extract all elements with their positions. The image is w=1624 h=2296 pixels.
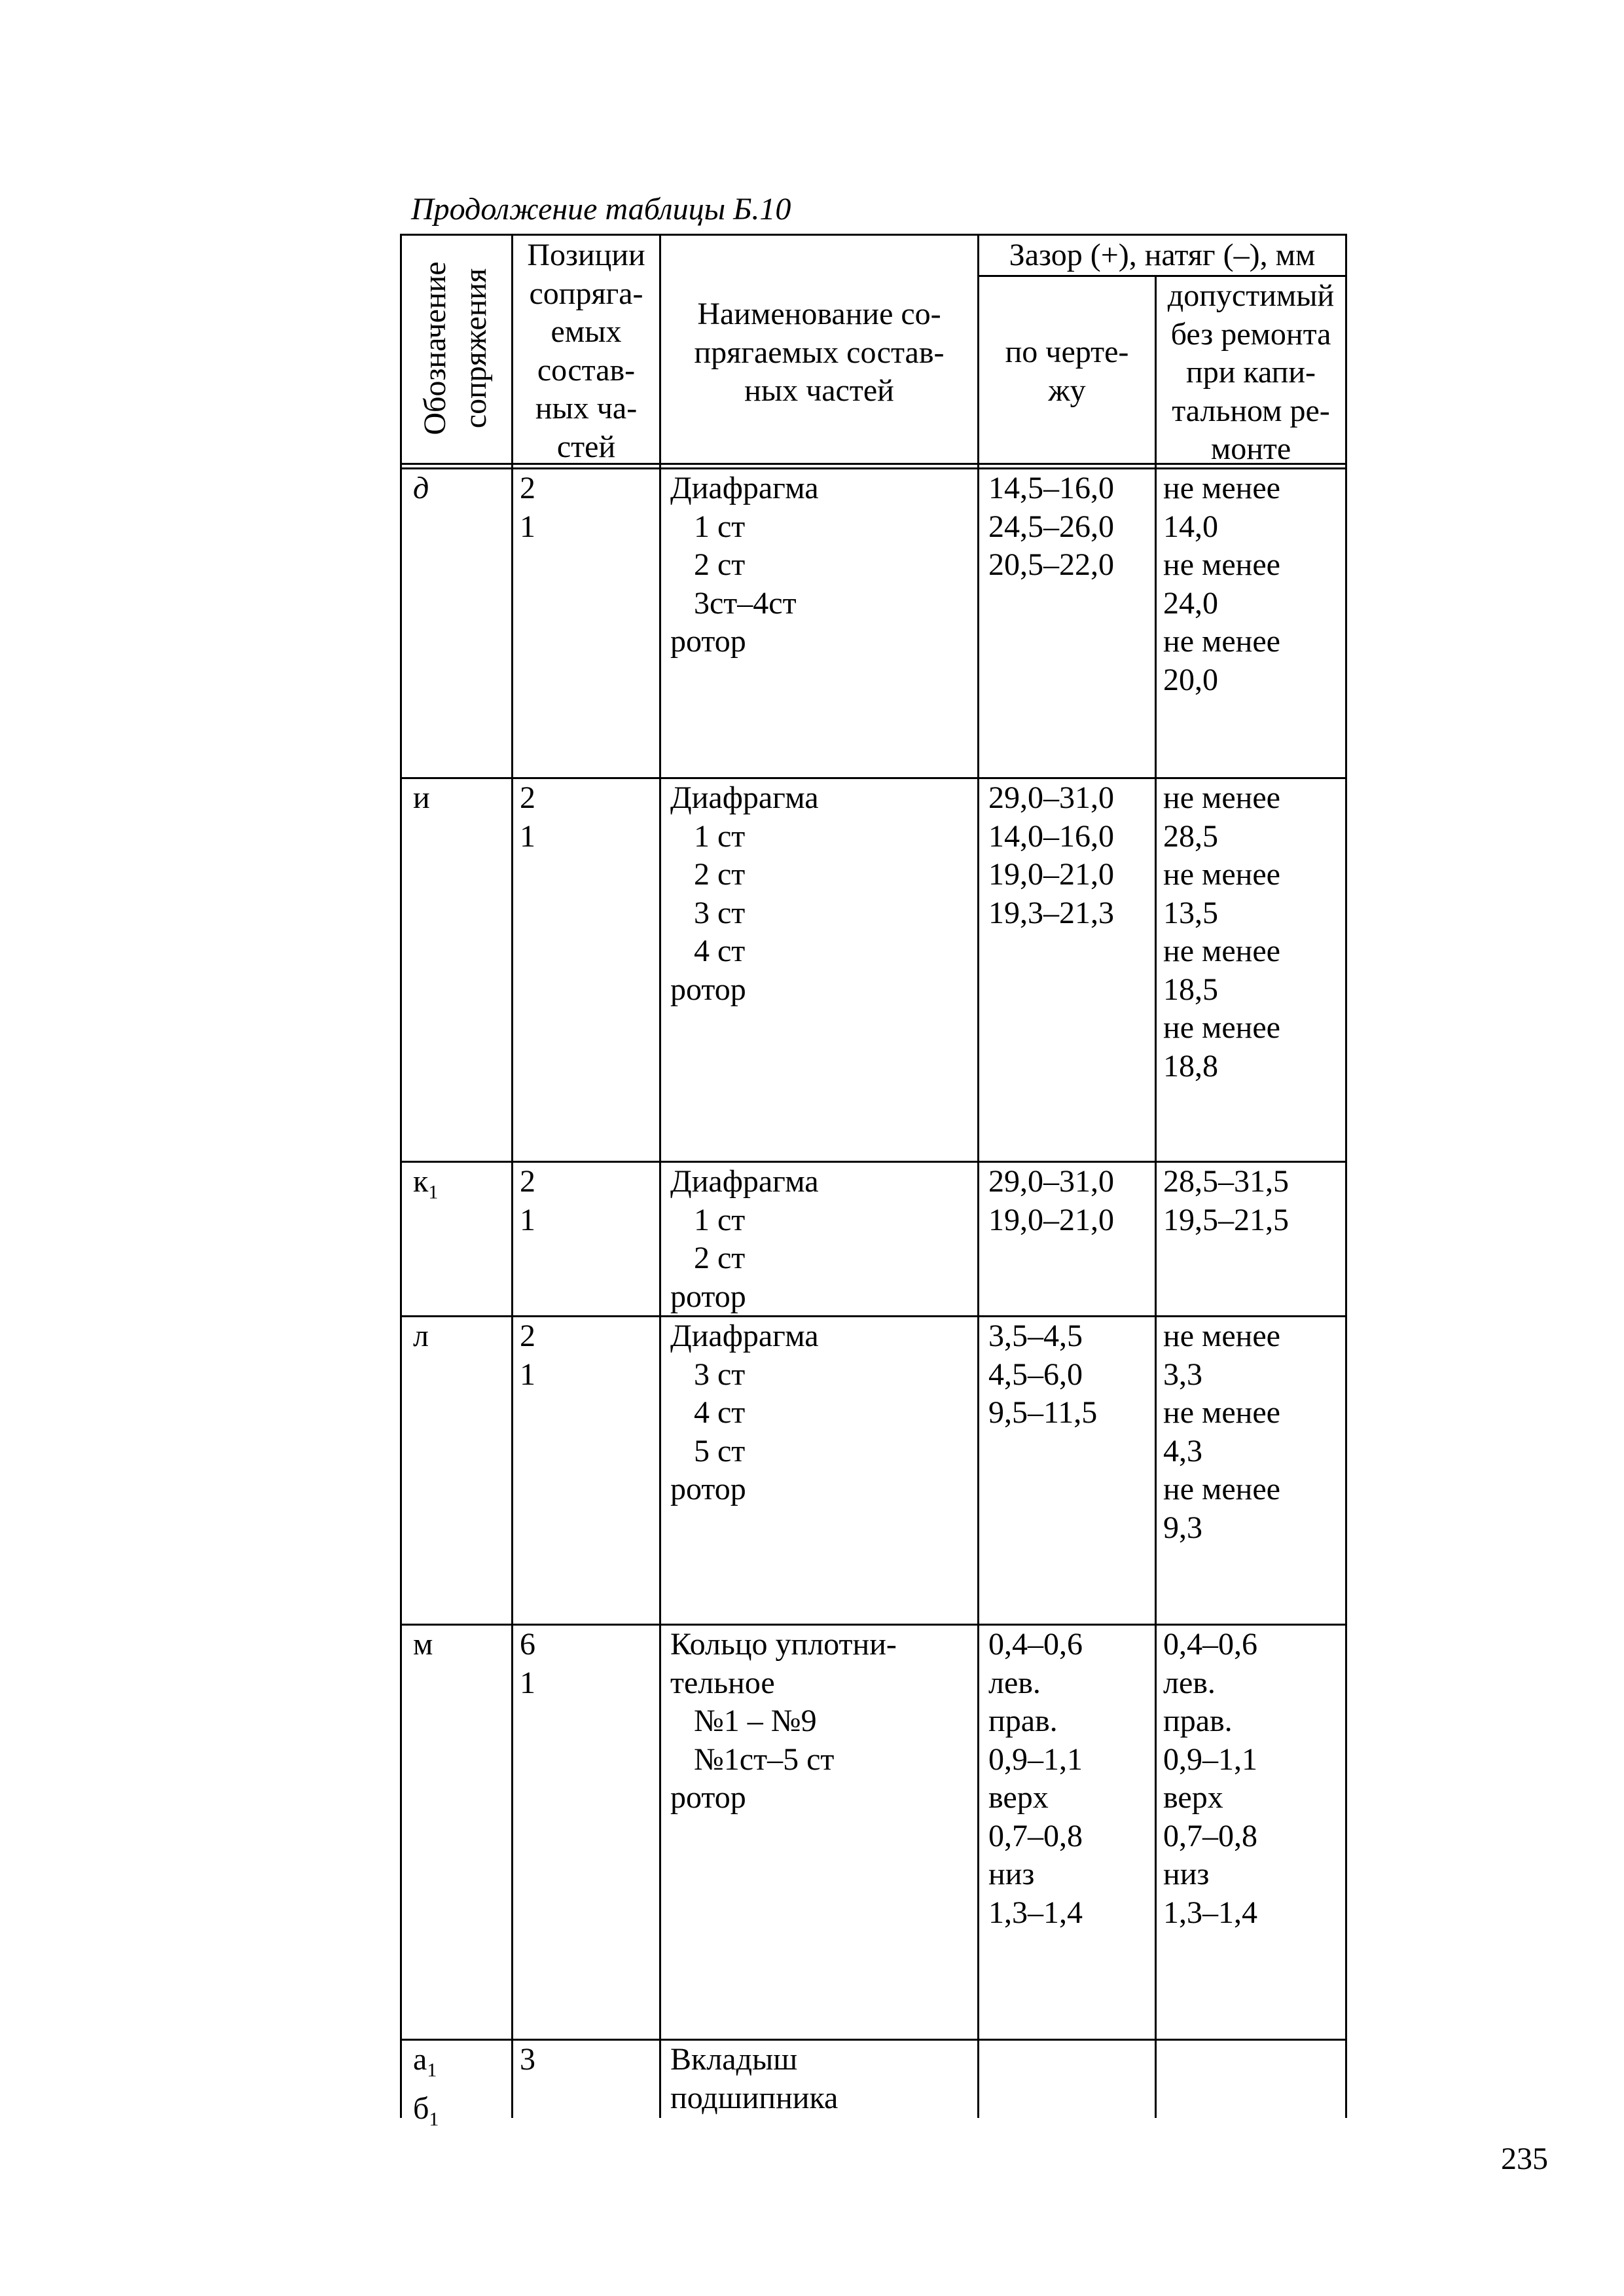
cell-line: 20,0 [1163,662,1218,697]
cell-line: 3,3 [1163,1357,1202,1392]
cell-line: 1 [520,818,535,854]
allowed-clearance-cell [1163,1626,1257,1932]
cell-line: 19,0–21,0 [988,857,1114,892]
mating-code-subscript: 1 [428,1181,439,1203]
cell-line: 18,5 [1163,972,1218,1007]
cell-line: 3 [520,2042,535,2077]
header-positions-line: сопряга- [529,276,643,311]
header-positions-line: состав- [537,352,636,388]
cell-line: прав. [1163,1704,1233,1738]
cell-line: не менее [1163,1319,1280,1353]
cell-line: 29,0–31,0 [988,1164,1114,1199]
mating-code-base: б [413,2091,429,2126]
cell-line: 24,0 [1163,585,1218,621]
mating-code-subscript: 1 [429,2108,439,2130]
allowed-clearance-cell [1163,779,1280,1085]
part-name-cell [670,1317,819,1509]
header-by-drawing-line: по черте- [1005,335,1129,369]
header-by-drawing [979,333,1155,410]
header-allowed-line: тальном ре- [1172,393,1330,428]
cell-line: 4,5–6,0 [988,1357,1083,1392]
cell-line: 13,5 [1163,895,1218,930]
header-positions-line: ных ча- [535,391,638,426]
cell-line: 0,4–0,6 [1163,1627,1257,1662]
cell-line: 20,5–22,0 [988,547,1114,582]
mating-code-subscript: 1 [427,2059,437,2081]
cell-line: 1 ст [670,1202,746,1237]
table-caption: Продолжение таблицы Б.10 [411,192,791,227]
column-divider [1155,275,1157,2118]
cell-line: не менее [1163,780,1280,815]
cell-line: 3 ст [670,895,746,930]
header-designation: Обозначение сопряжения [418,261,493,435]
cell-line: не менее [1163,857,1280,892]
mating-code: и [413,780,430,815]
cell-line: 2 [520,1164,535,1199]
cell-line: 9,3 [1163,1510,1202,1545]
cell-line: 5 ст [670,1433,746,1468]
drawing-clearance-cell [988,1626,1083,1932]
cell-line: Диафрагма [670,471,819,505]
cell-line: 29,0–31,0 [988,780,1114,815]
cell-line: 2 ст [670,857,746,892]
positions-cell [520,1626,535,1702]
part-name-cell [670,779,819,1009]
cell-line: 19,0–21,0 [988,1202,1114,1237]
positions-cell [520,469,535,546]
cell-line: ротор [670,1780,746,1815]
cell-line: 18,8 [1163,1048,1218,1084]
header-part-name-line: Наименование со- [697,297,941,331]
cell-line: 2 ст [670,547,746,582]
table-border-top [400,234,1347,236]
page-number: 235 [1501,2141,1548,2176]
cell-line: 28,5 [1163,818,1218,854]
mating-code: м [413,1627,433,1662]
drawing-clearance-cell [988,1317,1097,1432]
cell-line: 2 [520,471,535,505]
cell-line: не менее [1163,1010,1280,1045]
cell-line: Кольцо уплотни- [670,1627,897,1662]
mating-code-line [413,2090,439,2139]
cell-line: 1 [520,1357,535,1392]
column-divider [511,234,513,2118]
cell-line: прав. [988,1704,1058,1738]
mating-code-base: а [413,2042,427,2077]
cell-line: 1 [520,509,535,544]
positions-cell [520,779,535,856]
cell-line: №1 – №9 [670,1704,817,1738]
header-positions-line: емых [550,314,622,349]
header-allowed-line: при капи- [1186,355,1316,390]
drawing-clearance-cell [988,1163,1114,1239]
cell-line: ротор [670,624,746,659]
header-clearance: Зазор (+), натяг (–), мм [1009,238,1316,272]
drawing-clearance-cell [988,469,1114,585]
cell-line: Диафрагма [670,1319,819,1353]
header-by-drawing-line: жу [1048,373,1086,408]
mating-code [413,1163,438,1212]
mating-code: л [413,1319,429,1353]
cell-line: 4 ст [670,934,746,968]
cell-line: 28,5–31,5 [1163,1164,1289,1199]
cell-line: не менее [1163,471,1280,505]
cell-line: 6 [520,1627,535,1662]
part-name-cell [670,469,819,661]
cell-line: ротор [670,1472,746,1506]
data-table [400,234,1347,2130]
cell-line: 3ст–4ст [670,585,797,621]
cell-line: 14,0–16,0 [988,818,1114,854]
cell-line: 0,7–0,8 [1163,1818,1257,1853]
cell-line: низ [1163,1857,1210,1891]
cell-line: 0,9–1,1 [988,1741,1083,1777]
column-divider [659,234,661,2118]
cell-line: 1 [520,1665,535,1700]
part-name-cell [670,2041,838,2117]
cell-line: Диафрагма [670,780,819,815]
cell-line: не менее [1163,547,1280,582]
cell-line: не менее [1163,934,1280,968]
allowed-clearance-cell [1163,1317,1280,1547]
cell-line: 0,9–1,1 [1163,1741,1257,1777]
cell-line: 2 [520,1319,535,1353]
header-part-name-line: прягаемых состав- [694,335,945,370]
header-allowed-line: монте [1210,431,1291,466]
cell-line: Диафрагма [670,1164,819,1199]
cell-line: 4 ст [670,1395,746,1430]
cell-line: 1 ст [670,818,746,854]
cell-line: лев. [988,1665,1041,1700]
drawing-clearance-cell [988,779,1114,932]
cell-line: 14,5–16,0 [988,471,1114,505]
positions-cell [520,1317,535,1394]
mating-code [413,2041,439,2139]
cell-line: 19,5–21,5 [1163,1202,1289,1237]
cell-line: 1,3–1,4 [988,1895,1083,1930]
cell-line: 2 ст [670,1241,746,1275]
column-divider [977,234,979,2118]
cell-line: Вкладыш [670,2042,798,2077]
part-name-cell [670,1163,819,1316]
cell-line: 1,3–1,4 [1163,1895,1257,1930]
mating-code-line [413,2041,439,2090]
cell-line: 24,5–26,0 [988,509,1114,544]
cell-line: 1 ст [670,509,746,544]
header-allowed [1157,277,1345,469]
cell-line: подшипника [670,2080,839,2115]
header-designation-cell [400,234,511,463]
cell-line: 0,4–0,6 [988,1627,1083,1662]
cell-line: верх [988,1780,1049,1815]
part-name-cell [670,1626,897,1817]
header-allowed-line: без ремонта [1170,316,1331,352]
cell-line: 3 ст [670,1357,746,1392]
row-separator [400,2039,1347,2041]
cell-line: 14,0 [1163,509,1218,544]
header-positions-line: Позиции [527,238,645,272]
cell-line: 19,3–21,3 [988,895,1114,930]
cell-line: №1ст–5 ст [670,1741,835,1777]
cell-line: не менее [1163,1395,1280,1430]
cell-line: верх [1163,1780,1223,1815]
cell-line: лев. [1163,1665,1216,1700]
cell-line: не менее [1163,1472,1280,1506]
cell-line: не менее [1163,624,1280,659]
mating-code-base: к [413,1164,429,1199]
allowed-clearance-cell [1163,1163,1289,1239]
header-part-name-line: ных частей [744,373,894,408]
table-border-right [1345,234,1347,2118]
cell-line: 2 [520,780,535,815]
cell-line: ротор [670,972,746,1007]
header-positions [513,236,659,466]
header-part-name [661,295,977,410]
cell-line: 0,7–0,8 [988,1818,1083,1853]
cell-line: 1 [520,1202,535,1237]
cell-line: ротор [670,1279,746,1314]
cell-line: низ [988,1857,1035,1891]
table-border-left [400,234,402,2118]
cell-line: 9,5–11,5 [988,1395,1098,1430]
cell-line: 3,5–4,5 [988,1319,1083,1353]
allowed-clearance-cell [1163,469,1280,699]
positions-cell [520,1163,535,1239]
mating-code: д [413,471,429,505]
cell-line: 4,3 [1163,1433,1202,1468]
positions-cell [520,2041,535,2079]
cell-line: тельное [670,1665,775,1700]
header-positions-line: стей [556,429,616,464]
header-allowed-line: допустимый [1167,278,1335,313]
